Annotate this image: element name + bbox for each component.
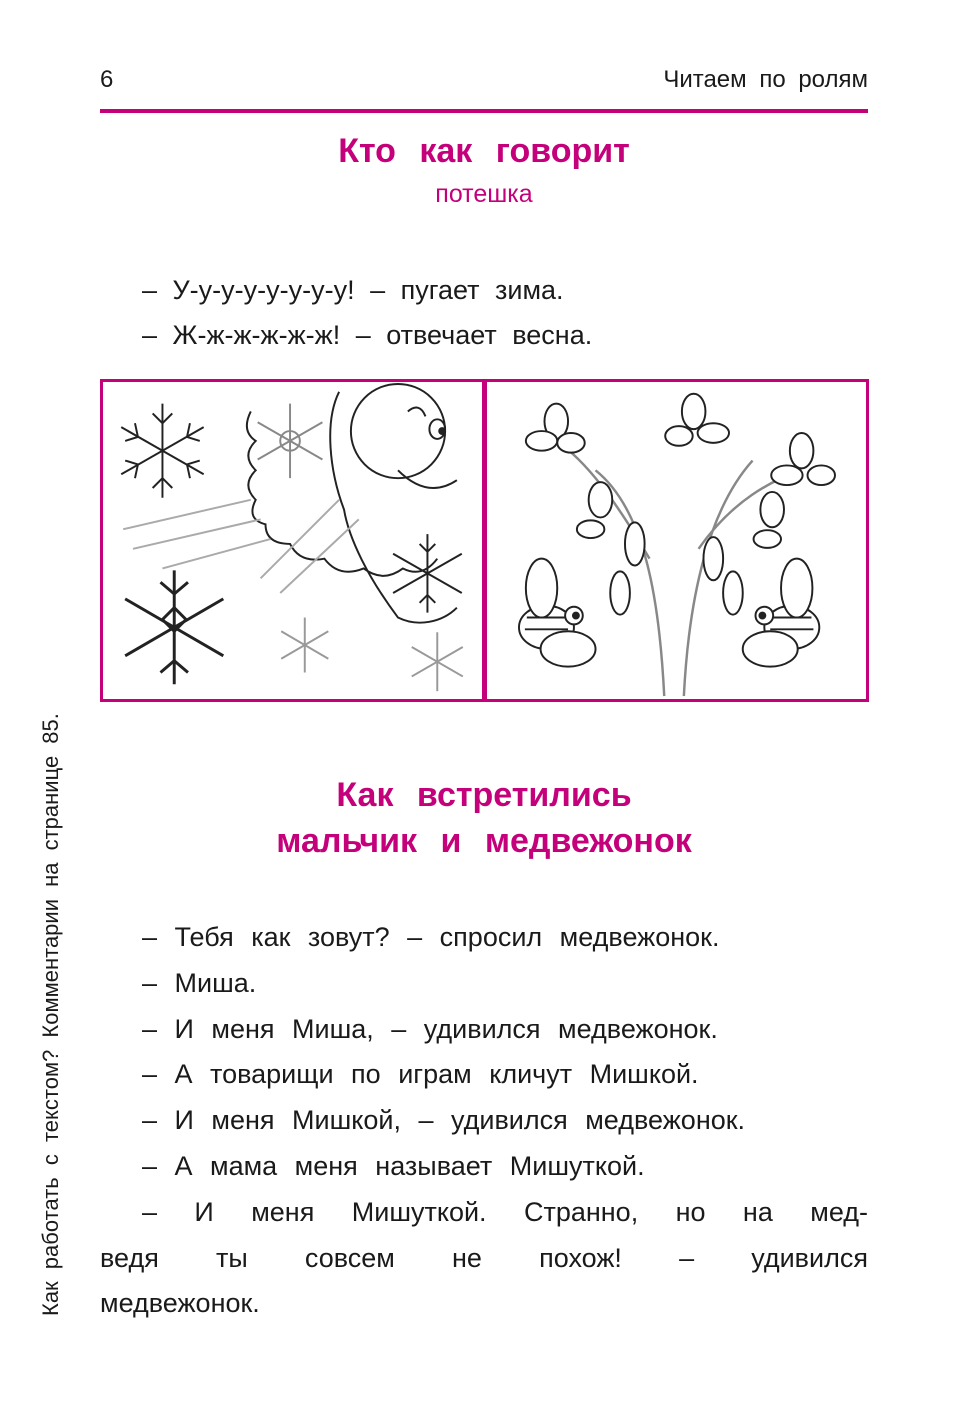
story-line: медвежонок. xyxy=(100,1288,260,1319)
story-line: – А мама меня называет Мишуткой. xyxy=(142,1150,645,1181)
running-title: Читаем по ролям xyxy=(663,66,868,93)
section1-subtitle: потешка xyxy=(435,180,533,208)
section2-title-line: Как встретились xyxy=(336,776,632,814)
snowflakes-winter-face-drawing xyxy=(103,382,482,699)
spring-illustration xyxy=(484,379,869,702)
winter-illustration xyxy=(100,379,485,702)
story-line: – Тебя как зовут? – спросил медвежонок. xyxy=(142,922,720,952)
flowers-and-bees-drawing xyxy=(487,382,866,699)
page-number: 6 xyxy=(100,66,114,93)
story-line: – И меня Мишкой, – удивился медвежонок. xyxy=(142,1105,746,1136)
side-note: Как работать с текстом? Комментарии на странице 85. xyxy=(38,713,63,1316)
section2-title-line: мальчик и медвежонок xyxy=(276,822,692,860)
poem-line: – Ж-ж-ж-ж-ж-ж! – отвечает весна. xyxy=(142,320,593,350)
story-line: ведя ты совсем не похож! – удивился xyxy=(100,1242,868,1273)
story-line: – А товарищи по играм кличут Мишкой. xyxy=(142,1059,699,1090)
section2-title xyxy=(100,772,868,864)
header-rule xyxy=(100,109,868,113)
story-line: – Миша. xyxy=(142,967,257,998)
section1-poem xyxy=(142,268,592,358)
section1-title: Кто как говорит xyxy=(338,132,630,170)
poem-line: – У-у-у-у-у-у-у-у! – пугает зима. xyxy=(142,275,564,305)
story-line: – И меня Миша, – удивился медвежонок. xyxy=(142,1013,718,1044)
section2-story xyxy=(100,915,868,1327)
page-header xyxy=(100,66,868,106)
story-line: – И меня Мишуткой. Странно, но на мед- xyxy=(142,1196,868,1227)
